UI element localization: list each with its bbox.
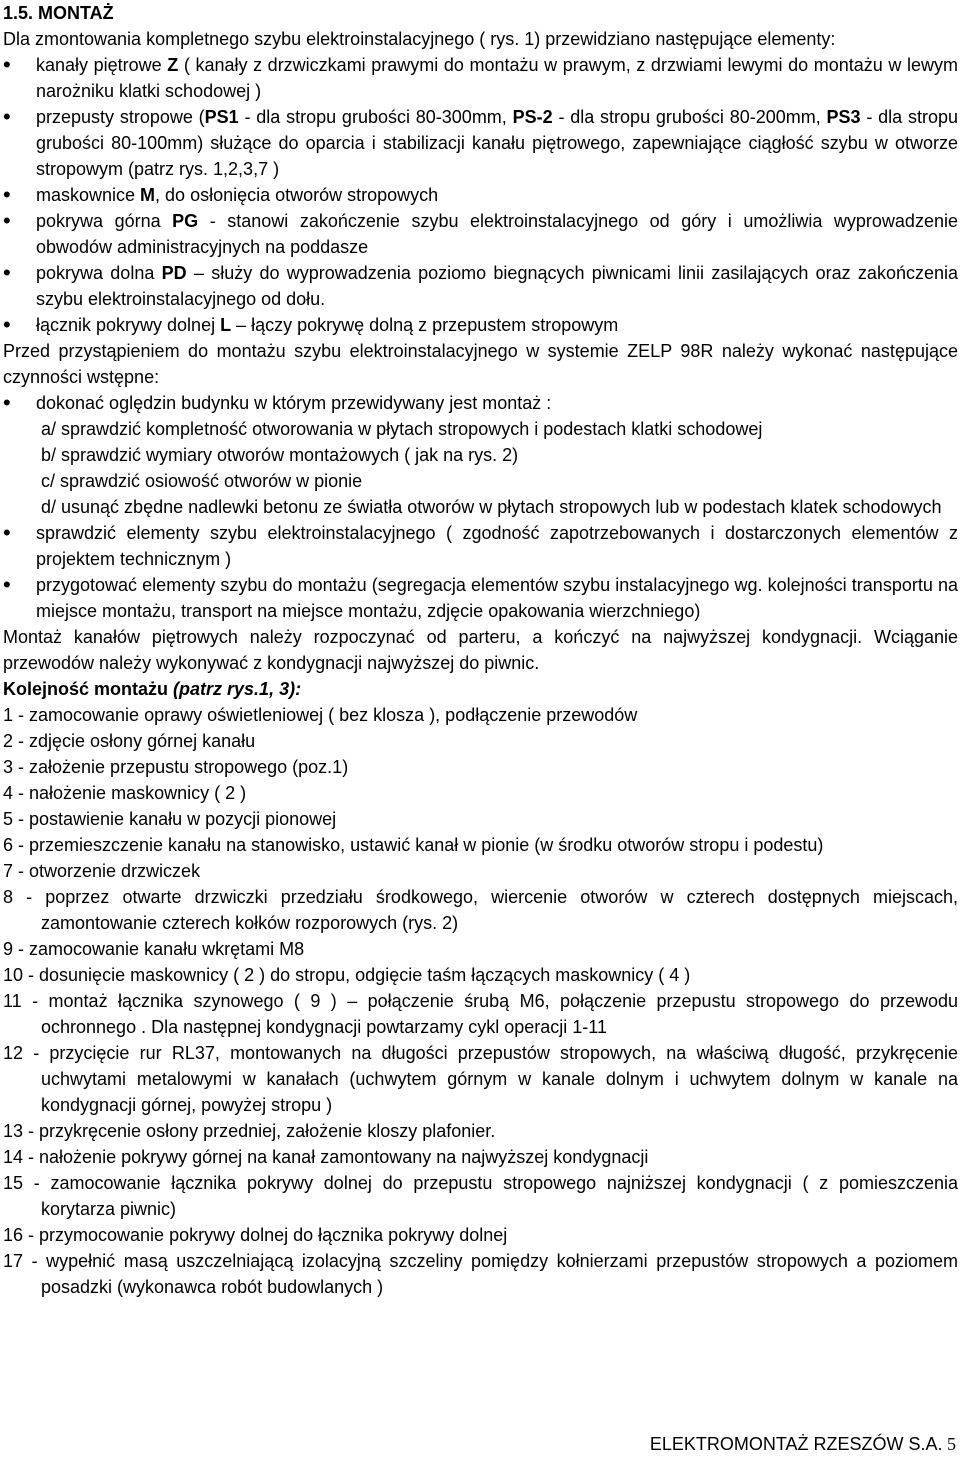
prep-sublist: [3, 416, 958, 520]
prep-list: [3, 390, 958, 416]
step-item: 15 - zamocowanie łącznika pokrywy dolnej do przepustu stropowego najniższej kondygnacji ( z pomieszczenia korytarza piwnic): [3, 1173, 958, 1219]
step-item: 4 - nałożenie maskownicy ( 2 ): [3, 783, 247, 803]
step-item: 16 - przymocowanie pokrywy dolnej do łącznika pokrywy dolnej: [3, 1225, 508, 1245]
step-item: 13 - przykręcenie osłony przedniej, założenie kloszy plafonier.: [3, 1121, 496, 1141]
page-footer: [650, 1433, 956, 1455]
steps-list: [3, 702, 958, 1300]
step-item: 14 - nałożenie pokrywy górnej na kanał zamontowany na najwyższej kondygnacji: [3, 1147, 649, 1167]
step-item: 5 - postawienie kanału w pozycji pionowej: [3, 809, 337, 829]
list-item: • pokrywa dolna PD – służy do wyprowadzenia poziomo biegnących piwnicami linii zasilających oraz zakończenia szybu elektroinstalacyjnego od dołu.: [3, 260, 958, 312]
list-item: • kanały piętrowe Z ( kanały z drzwiczkami prawymi do montażu w prawym, z drzwiami lewymi do montażu w lewym narożniku klatki schodowej ): [3, 52, 958, 104]
list-item: • maskownice M, do osłonięcia otworów stropowych: [3, 182, 958, 208]
step-item: 11 - montaż łącznika szynowego ( 9 ) – połączenie śrubą M6, połączenie przepustu stropowego do przewodu ochronnego . Dla następnej kondygnacji powtarzamy cykl operacji 1-11: [3, 991, 958, 1037]
list-item: • łącznik pokrywy dolnej L – łączy pokrywę dolną z przepustem stropowym: [3, 312, 958, 338]
intro-paragraph: Dla zmontowania kompletnego szybu elektroinstalacyjnego ( rys. 1) przewidziano następujące elementy:: [3, 29, 836, 49]
list-item: • przepusty stropowe (PS1 - dla stropu grubości 80-300mm, PS-2 - dla stropu grubości 80-200mm, PS3 - dla stropu grubości 80-100mm) służące do oparcia i stabilizacji kanału piętrowego, zapewniające ciągłość szybu w otworze stropowym (patrz rys. 1,2,3,7 ): [3, 104, 958, 182]
sub-item: d/ usunąć zbędne nadlewki betonu ze światła otworów w płytach stropowych lub w podestach klatek schodowych: [41, 497, 942, 517]
step-item: 1 - zamocowanie oprawy oświetleniowej ( bez klosza ), podłączenie przewodów: [3, 705, 638, 725]
list-item: • pokrywa górna PG - stanowi zakończenie szybu elektroinstalacyjnego od góry i umożliwia wyprowadzenie obwodów administracyjnych na poddasze: [3, 208, 958, 260]
step-item: 3 - założenie przepustu stropowego (poz.1): [3, 757, 349, 777]
document-page: [3, 0, 958, 1300]
step-item: 9 - zamocowanie kanału wkrętami M8: [3, 939, 305, 959]
step-item: 12 - przycięcie rur RL37, montowanych na długości przepustów stropowych, na właściwą długość, przykręcenie uchwytami metalowymi w kanałach (uchwytem górnym w kanale dolnym i uchwytem dolnym w kanale na kondygnacji górnej, powyżej stropu ): [3, 1043, 958, 1115]
sub-item: c/ sprawdzić osiowość otworów w pionie: [41, 471, 363, 491]
order-heading: Kolejność montażu (patrz rys.1, 3):: [3, 679, 302, 699]
step-item: 6 - przemieszczenie kanału na stanowisko, ustawić kanał w pionie (w środku otworów stropu i podestu): [3, 835, 824, 855]
section-title: 1.5. MONTAŻ: [3, 3, 114, 23]
sub-item: a/ sprawdzić kompletność otworowania w płytach stropowych i podestach klatki schodowej: [41, 419, 763, 439]
step-item: 17 - wypełnić masą uszczelniającą izolacyjną szczeliny pomiędzy kołnierzami przepustów stropowych a poziomem posadzki (wykonawca robót budowlanych ): [3, 1251, 958, 1297]
step-item: 2 - zdjęcie osłony górnej kanału: [3, 731, 256, 751]
list-item: • dokonać oględzin budynku w którym przewidywany jest montaż :: [3, 390, 958, 416]
montage-paragraph: Montaż kanałów piętrowych należy rozpoczynać od parteru, a kończyć na najwyższej kondygnacji. Wciąganie przewodów należy wykonywać z kondygnacji najwyższej do piwnic.: [3, 627, 958, 673]
step-item: 8 - poprzez otwarte drzwiczki przedziału środkowego, wiercenie otworów w czterech dostępnych miejscach, zamontowanie czterech kołków rozporowych (rys. 2): [3, 887, 958, 933]
prep-list-2: [3, 520, 958, 624]
page-number: 5: [947, 1434, 956, 1454]
elements-list: [3, 52, 958, 338]
before-paragraph: Przed przystąpieniem do montażu szybu elektroinstalacyjnego w systemie ZELP 98R należy wykonać następujące czynności wstępne:: [3, 341, 958, 387]
sub-item: b/ sprawdzić wymiary otworów montażowych ( jak na rys. 2): [41, 445, 519, 465]
step-item: 7 - otworzenie drzwiczek: [3, 861, 201, 881]
footer-company: ELEKTROMONTAŻ RZESZÓW S.A.: [649, 1434, 943, 1454]
step-item: 10 - dosunięcie maskownicy ( 2 ) do stropu, odgięcie taśm łączących maskownicy ( 4 ): [3, 965, 691, 985]
list-item: • przygotować elementy szybu do montażu (segregacja elementów szybu instalacyjnego wg. kolejności transportu na miejsce montażu, transport na miejsce montażu, zdjęcie opakowania wierzchniego): [3, 572, 958, 624]
list-item: • sprawdzić elementy szybu elektroinstalacyjnego ( zgodność zapotrzebowanych i dostarczonych elementów z projektem technicznym ): [3, 520, 958, 572]
